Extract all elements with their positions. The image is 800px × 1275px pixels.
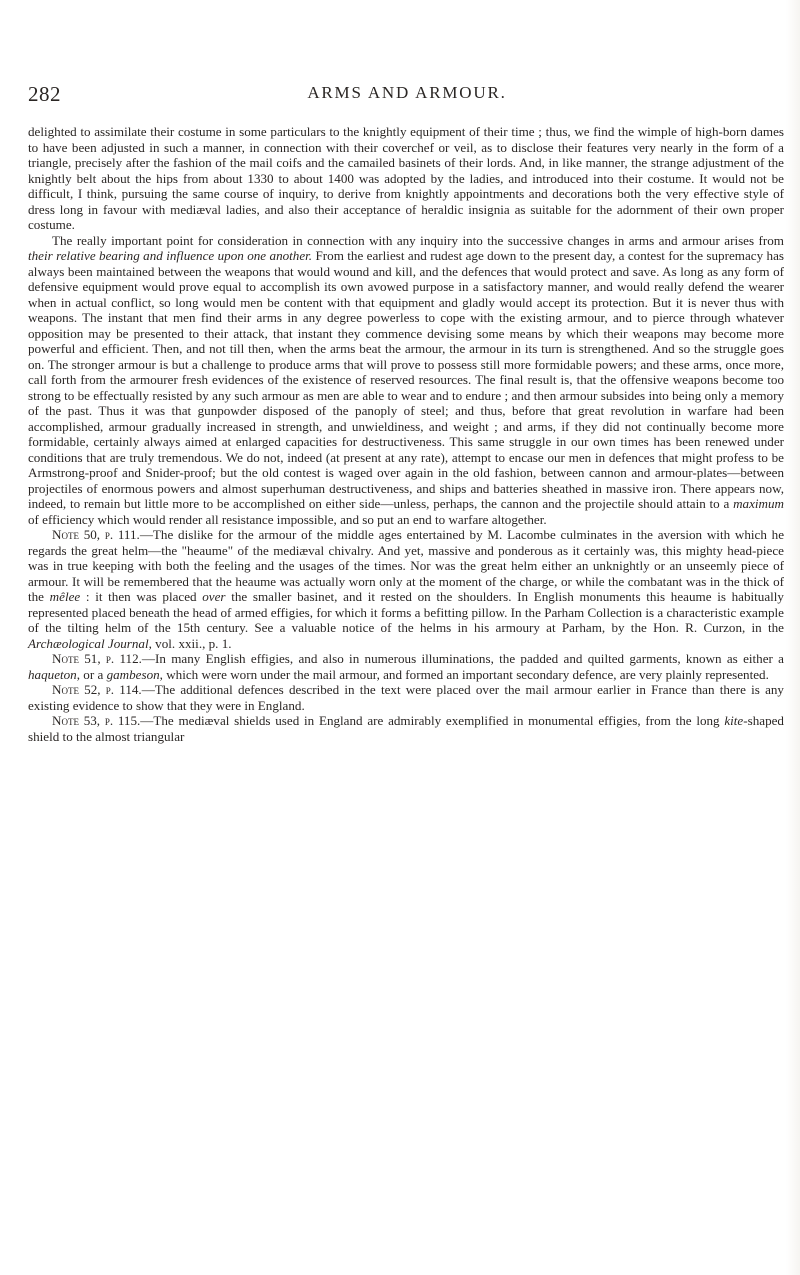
body-text: [28, 124, 784, 744]
emphasis-journal-title: Archæological Journal: [28, 635, 149, 651]
emphasis-melee: mêlee: [49, 589, 81, 604]
note-50: Note 50, p. 111.—The dislike for the armour of the middle ages entertained by M. Lacombe culminates in the aversion with which he regards the great helm—the "heaume" of the mediæval chivalry. And yet, massive and ponderous as it certainly was, this mighty head-piece was in true keeping with both the feeling and the usages of the times. Nor was the great helm either an unknightly or an unseemly piece of armour. It will be remembered that the heaume was actually worn only at the moment of the charge, or while the combatant was in the thick of the mêlee : it then was placed over the smaller basinet, and it rested on the shoulders. In English monuments this heaume is habitually represented placed beneath the head of armed effigies, for which it forms a befitting pillow. In the Parham Collection is a characteristic example of the tilting helm of the 15th century. See a valuable notice of the helms in his armoury at Parham, by the Hon. R. Curzon, in the Archæological Journal, vol. xxii., p. 1.: [28, 527, 785, 651]
emphasis-gambeson: gambeson: [106, 666, 160, 682]
note-53: Note 53, p. 115.—The mediæval shields used in England are admirably exemplified in monumental effigies, from the long kite-shaped shield to the almost triangular: [28, 713, 784, 744]
emphasis-kite: kite: [724, 713, 744, 728]
emphasis-relative-bearing: their relative bearing and influence upon one another.: [28, 248, 313, 263]
paragraph-costume: delighted to assimilate their costume in some particulars to the knightly equipment of their time ; thus, we find the wimple of high-born dames to have been adjusted in such a manner, in connection with their coverchef or veil, as to disclose their features very nearly in the form of a triangle, precisely after the fashion of the mail coifs and the camailed basinets of their lords. And, in like manner, the strange adjustment of the knightly belt about the hips from about 1330 to about 1400 was adopted by the ladies, and introduced into their costume. It would not be difficult, I think, pursuing the same course of inquiry, to derive from knightly appointments and decorations both the very effective style of dress long in favour with mediæval ladies, and also their acceptance of heraldic insignia as suitable for the adornment of their own proper costume.: [28, 124, 784, 232]
note-52: Note 52, p. 114.—The additional defences described in the text were placed over the mail armour earlier in France than there is any existing evidence to show that they were in England.: [28, 682, 784, 713]
page-edge-shading: [786, 0, 800, 1275]
emphasis-over: over: [202, 589, 226, 604]
page-number: 282: [28, 82, 61, 106]
note-label: Note 53, p. 115.: [52, 713, 141, 728]
emphasis-maximum: maximum: [733, 496, 784, 511]
note-51: Note 51, p. 112.—In many English effigies, and also in numerous illuminations, the padded and quilted garments, known as either a haqueton, or a gambeson, which were worn under the mail armour, and formed an important secondary defence, are very plainly represented.: [28, 651, 784, 682]
note-label: Note 51, p. 112.: [52, 651, 142, 666]
note-label: Note 50, p. 111.: [52, 527, 140, 542]
running-title: ARMS AND ARMOUR.: [307, 83, 507, 102]
running-head: [28, 82, 786, 112]
emphasis-haqueton: haqueton: [28, 666, 77, 682]
paragraph-arms-contest: The really important point for consideration in connection with any inquiry into the successive changes in arms and armour arises from their relative bearing and influence upon one another. From the earliest and rudest age down to the present day, a contest for the supremacy has always been maintained between the weapons that would wound and kill, and the defences that would protect and save. As long as any form of defensive equipment would prove equal to accomplish its own avowed purpose in a satisfactory manner, and would really defend the wearer when in actual conflict, so long would men be content with that equipment and gladly would accept its protection. But it is never thus with weapons. The instant that men find their arms in any degree powerless to cope with the existing armour, and to pierce through whatever opposition may be presented to their attack, that instant they commence devising some means by which their weapons may become more powerful and efficient. Then, and not till then, when the arms beat the armour, the armour in its turn is strengthened. And so the struggle goes on. The stronger armour is but a challenge to produce arms that will prove to possess still more formidable powers; and these arms, once more, call forth from the armourer fresh evidences of the existence of reserved resources. The final result is, that the offensive weapons become too strong to be effectually resisted by any such armour as men are able to wear and to endure ; and then armour subsides into being only a memory of the past. Thus it was that gunpowder disposed of the panoply of steel; and thus, before that great revolution in warfare had been accomplished, armour gradually increased in strength, and unwieldiness, and weight ; and arms, if they did not continually become more formidable, certainly always aimed at enlarged capacities for destructiveness. This same struggle in our own times has been renewed under conditions that are truly tremendous. We do not, indeed (at present at any rate), attempt to encase our men in defences that might profess to be Armstrong-proof and Snider-proof; but the old contest is waged over again in the old fashion, between cannon and armour-plates—between projectiles of enormous powers and almost superhuman destructiveness, and ships and batteries sheathed in massive iron. There appears now, indeed, to remain but little more to be accomplished on either side—unless, perhaps, the cannon and the projectile should attain to a maximum of efficiency which would render all resistance impossible, and so put an end to warfare altogether.: [28, 232, 784, 527]
note-label: Note 52, p. 114.: [52, 682, 142, 697]
